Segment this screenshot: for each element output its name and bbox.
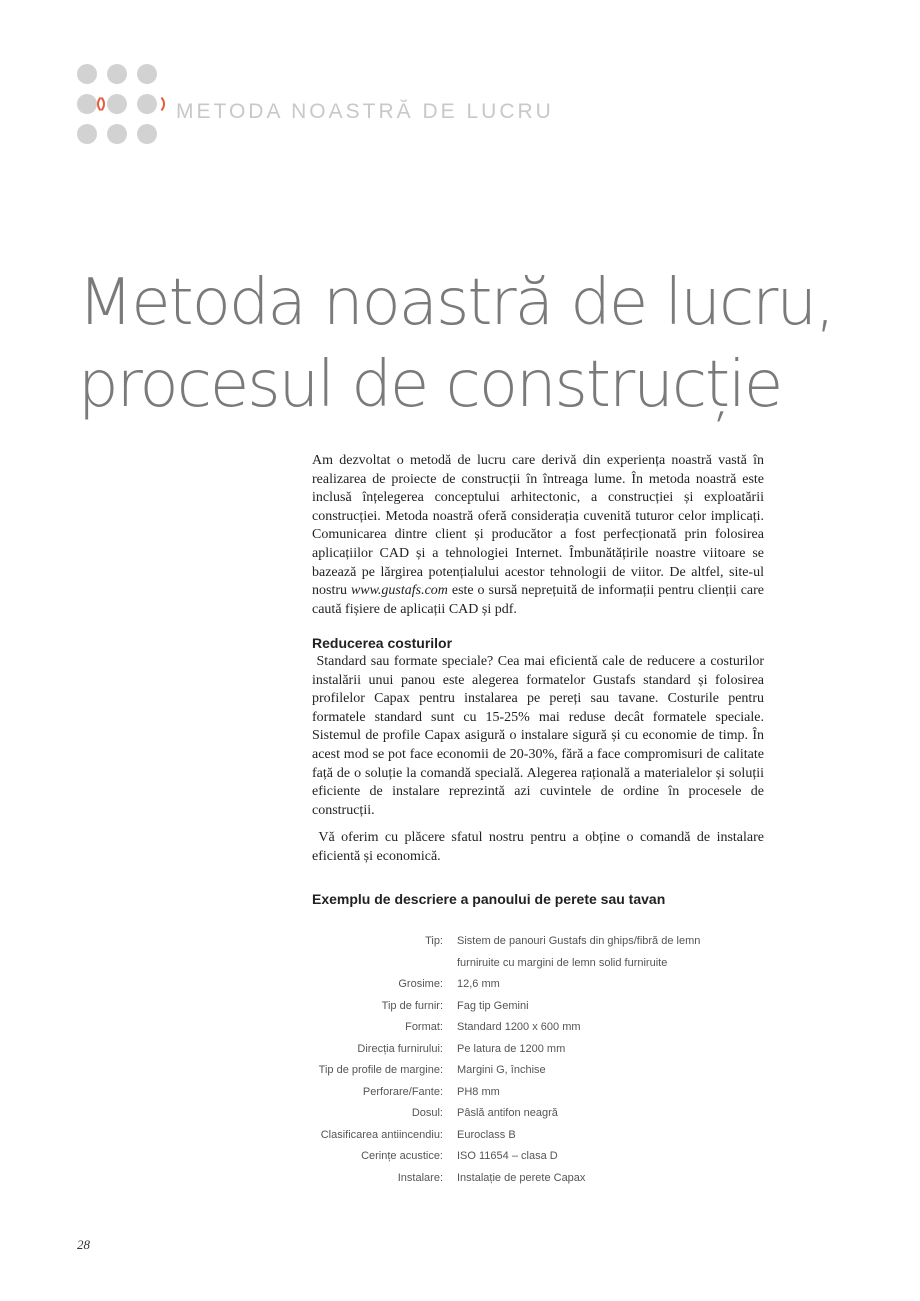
spec-label: Perforare/Fante: [362,1085,443,1098]
spec-label: Dosul: [411,1107,443,1119]
spec-value: ISO 11654 – clasa D [457,1150,558,1162]
spec-label: Cerințe acustice: [361,1150,443,1162]
logo-accent-arc [145,94,165,114]
offer-section [312,829,764,866]
company-logo [77,64,161,148]
spec-row [300,1125,760,1147]
logo-dot [107,124,127,144]
page-title-line-2: procesul de construcție [78,348,782,422]
website-link[interactable]: www.gustafs.com [350,583,448,599]
spec-row [300,1103,760,1125]
example-heading: Exemplu de descriere a panoului de perete sau tavan [312,891,666,907]
logo-dot [137,124,157,144]
logo-dot [77,124,97,144]
intro-paragraph [312,452,764,619]
spec-row [300,1146,760,1168]
spec-value: furniruite cu margini de lemn solid furniruite [457,956,668,969]
page-title [78,262,878,426]
spec-label: Instalare: [397,1171,443,1184]
spec-value: Fag tip Gemini [457,999,529,1012]
cost-section-heading: Reducerea costurilor [312,635,453,651]
intro-section [312,452,764,619]
spec-table [300,931,760,1189]
spec-label: Format: [405,1021,443,1033]
spec-row [300,1168,760,1190]
spec-label: Tip de furnir: [381,999,443,1012]
intro-text-after: este o sursă neprețuită de informații pentru clienții care caută fișiere de aplicații CAD și pdf. [312,583,765,617]
logo-dot [107,64,127,84]
spec-row [300,953,760,975]
spec-value: Sistem de panouri Gustafs din ghips/fibră de lemn [457,935,701,947]
spec-row [300,996,760,1018]
spec-label [300,953,457,975]
page-number: 28 [77,1237,90,1252]
logo-dot [137,64,157,84]
page-title-line-1: Metoda noastră de lucru, [78,266,834,340]
spec-row [300,974,760,996]
cost-section-text: Standard sau formate speciale? Cea mai eficientă cale de reducere a costurilor instalării unui panou este alegerea formatelor Gustafs standard și folosirea profilelor Capax pentru instalarea pe pereți sau tavane. Costurile pentru formatele standard sunt cu 15-25% mai reduse decât formatele speciale. Sistemul de profile Capax asigură o instalare sigură și cu economie de timp. În acest mod se pot face economii de 20-30%, fără a face compromisuri de calitate față de o soluție la comandă specială. Alegerea rațională a materialelor și soluții eficiente de instalare reprezintă azi cuvintele de ordine în procesele de construcții. [312,654,764,818]
spec-value: Margini G, închise [457,1064,546,1076]
spec-row [300,1082,760,1104]
cost-section-paragraph [312,653,764,820]
section-header: METODA NOASTRĂ DE LUCRU [176,100,554,123]
spec-row [300,1039,760,1061]
spec-row [300,1060,760,1082]
spec-label: Clasificarea antiincendiu: [320,1128,443,1141]
logo-accent-arc [97,94,117,114]
spec-value: PH8 mm [457,1085,500,1098]
spec-value: Instalație de perete Capax [457,1171,586,1184]
spec-label: Tip de profile de margine: [318,1064,443,1076]
spec-label: Tip: [425,935,443,947]
spec-label: Direcția furnirului: [357,1042,443,1055]
spec-row [300,1017,760,1039]
spec-value: Pâslă antifon neagră [457,1107,558,1119]
spec-value: Pe latura de 1200 mm [457,1042,566,1055]
spec-label: Grosime: [398,978,443,990]
spec-value: Euroclass B [457,1128,516,1141]
spec-row [300,931,760,953]
offer-text: Vă oferim cu plăcere sfatul nostru pentru a obține o comandă de instalare eficientă și economică. [312,830,764,864]
intro-text-before: Am dezvoltat o metodă de lucru care derivă din experiența noastră vastă în realizarea de proiecte de construcții în întreaga lume. În metoda noastră este inclusă înțelegerea conceptului arhitectonic, a construcției și exploatării construcției. Metoda noastră oferă considerația cuvenită tuturor celor implicați. Comunicarea dintre client și producător a fost perfecționată prin folosirea aplicațiilor CAD și a tehnologiei Internet. Îmbunătățirile noastre viitoare se bazează pe lărgirea potențialului acestor tehnologii de viitor. De altfel, site-ul nostru [312,453,764,599]
offer-paragraph [312,829,764,866]
cost-section [312,635,764,820]
logo-dot [77,64,97,84]
spec-value: Standard 1200 x 600 mm [457,1021,581,1033]
spec-value: 12,6 mm [457,978,500,990]
